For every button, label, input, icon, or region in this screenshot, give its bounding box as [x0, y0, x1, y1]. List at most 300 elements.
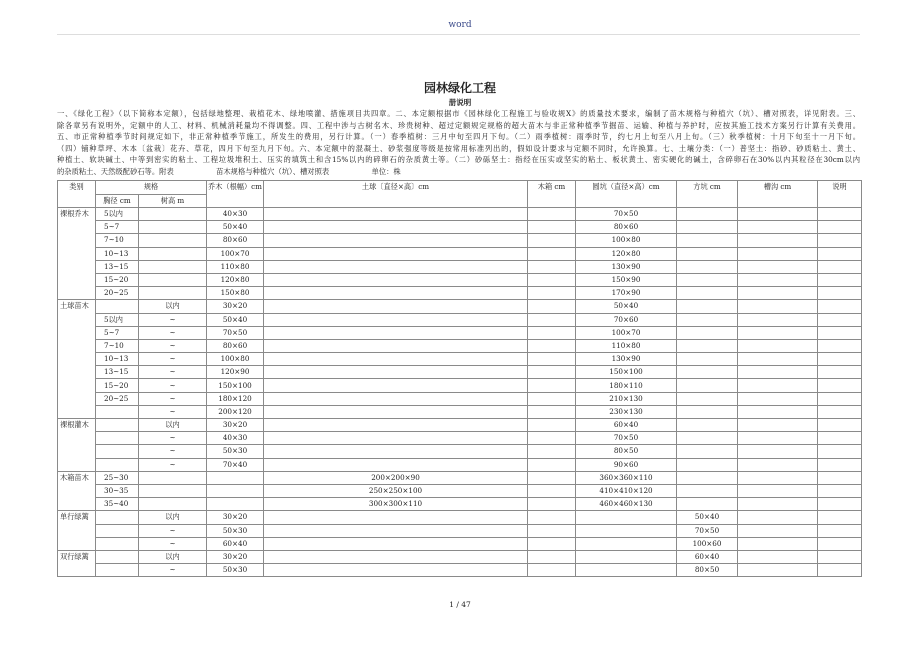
roundpit-cell: [576, 511, 677, 524]
soilball-cell: [264, 287, 528, 300]
trench-cell: [738, 405, 818, 418]
trench-cell: [738, 550, 818, 563]
squarepit-cell: [677, 471, 738, 484]
trench-cell: [738, 524, 818, 537]
woodbox-cell: [528, 550, 576, 563]
dbh-cell: [96, 419, 139, 432]
header-dbh: 胸径 cm: [96, 194, 139, 208]
height-cell: [139, 273, 207, 286]
squarepit-cell: [677, 273, 738, 286]
note-cell: [818, 445, 862, 458]
header-spec: 规格: [96, 181, 207, 195]
note-cell: [818, 524, 862, 537]
crown-cell: 70×50: [207, 326, 264, 339]
roundpit-cell: 60×40: [576, 419, 677, 432]
squarepit-cell: [677, 458, 738, 471]
height-cell: [139, 247, 207, 260]
height-cell: ~: [139, 445, 207, 458]
soilball-cell: [264, 432, 528, 445]
roundpit-cell: 100×70: [576, 326, 677, 339]
trench-cell: [738, 432, 818, 445]
roundpit-cell: 110×80: [576, 339, 677, 352]
category-cell: 木箱苗木: [58, 471, 96, 511]
woodbox-cell: [528, 313, 576, 326]
trench-cell: [738, 221, 818, 234]
height-cell: [139, 208, 207, 221]
document-subtitle: 册说明: [448, 98, 472, 107]
crown-cell: 70×40: [207, 458, 264, 471]
soilball-cell: [264, 208, 528, 221]
trench-cell: [738, 273, 818, 286]
trench-cell: [738, 419, 818, 432]
table-row: [58, 313, 862, 326]
crown-cell: 50×30: [207, 445, 264, 458]
height-cell: [139, 471, 207, 484]
crown-cell: [207, 484, 264, 497]
height-cell: ~: [139, 564, 207, 577]
roundpit-cell: 80×60: [576, 221, 677, 234]
table-unit: 单位：株: [371, 166, 401, 176]
soilball-cell: [264, 273, 528, 286]
squarepit-cell: [677, 247, 738, 260]
table-row: [58, 353, 862, 366]
dbh-cell: [96, 511, 139, 524]
crown-cell: 100×70: [207, 247, 264, 260]
squarepit-cell: 80×50: [677, 564, 738, 577]
roundpit-cell: 130×90: [576, 353, 677, 366]
note-cell: [818, 313, 862, 326]
squarepit-cell: [677, 353, 738, 366]
height-cell: 以内: [139, 419, 207, 432]
squarepit-cell: [677, 379, 738, 392]
paragraph-line: 种植土、软块碱土、中等到密实的粘土、工程垃圾堆积土、压实的填筑土和含15%以内的碎卵石的杂质黄土等。（二）砂砾坚土：指经在压实或坚实的粘土、板状黄土、密实硬化的碱土，含碎卵石在30%以内其粒径在30cm以内: [57, 155, 860, 165]
woodbox-cell: [528, 432, 576, 445]
dbh-cell: 20~25: [96, 392, 139, 405]
soilball-cell: [264, 537, 528, 550]
roundpit-cell: 70×50: [576, 432, 677, 445]
trench-cell: [738, 392, 818, 405]
woodbox-cell: [528, 498, 576, 511]
trench-cell: [738, 511, 818, 524]
trench-cell: [738, 366, 818, 379]
table-row: [58, 234, 862, 247]
table-row: [58, 247, 862, 260]
table-row: [58, 326, 862, 339]
dbh-cell: [96, 405, 139, 418]
trench-cell: [738, 458, 818, 471]
note-cell: [818, 471, 862, 484]
soilball-cell: [264, 511, 528, 524]
squarepit-cell: [677, 326, 738, 339]
dbh-cell: 25~30: [96, 471, 139, 484]
dbh-cell: [96, 445, 139, 458]
roundpit-cell: 150×100: [576, 366, 677, 379]
note-cell: [818, 300, 862, 313]
squarepit-cell: [677, 392, 738, 405]
paragraph-line: 一、《绿化工程》（以下简称本定额），包括绿地整理、栽植花木、绿地喷灌、措施项目共四章。二、本定额根据市《园林绿化工程施工与验收规X》的质量技术要求，编制了苗木规格与种植穴（坑）、槽对照表，详见附表。三、: [57, 109, 860, 118]
height-cell: ~: [139, 366, 207, 379]
dbh-cell: [96, 550, 139, 563]
roundpit-cell: 210×130: [576, 392, 677, 405]
table-row: [58, 273, 862, 286]
crown-cell: 80×60: [207, 339, 264, 352]
squarepit-cell: [677, 313, 738, 326]
table-row: [58, 511, 862, 524]
category-cell: 裸根灌木: [58, 419, 96, 472]
squarepit-cell: [677, 300, 738, 313]
crown-cell: 50×30: [207, 564, 264, 577]
soilball-cell: [264, 405, 528, 418]
crown-cell: 100×80: [207, 353, 264, 366]
roundpit-cell: 460×460×130: [576, 498, 677, 511]
table-row: [58, 537, 862, 550]
header-soilball: 土球〔直径×高〕cm: [264, 181, 528, 208]
table-row: [58, 392, 862, 405]
height-cell: ~: [139, 524, 207, 537]
table-row: [58, 208, 862, 221]
soilball-cell: [264, 300, 528, 313]
height-cell: ~: [139, 353, 207, 366]
crown-cell: 200×120: [207, 405, 264, 418]
header-word-label[interactable]: word: [448, 20, 472, 30]
dbh-cell: 5~7: [96, 221, 139, 234]
note-cell: [818, 432, 862, 445]
height-cell: ~: [139, 458, 207, 471]
woodbox-cell: [528, 524, 576, 537]
note-cell: [818, 537, 862, 550]
header-category: 类别: [58, 181, 96, 208]
crown-cell: 180×120: [207, 392, 264, 405]
dbh-cell: 15~20: [96, 273, 139, 286]
dbh-cell: 10~13: [96, 247, 139, 260]
crown-cell: [207, 471, 264, 484]
note-cell: [818, 564, 862, 577]
height-cell: 以内: [139, 511, 207, 524]
squarepit-cell: [677, 208, 738, 221]
crown-cell: 50×30: [207, 524, 264, 537]
note-cell: [818, 550, 862, 563]
note-cell: [818, 392, 862, 405]
category-cell: 双行绿篱: [58, 550, 96, 576]
note-cell: [818, 247, 862, 260]
header-squarepit: 方坑 cm: [677, 181, 738, 208]
crown-cell: 30×20: [207, 511, 264, 524]
dbh-cell: [96, 524, 139, 537]
dbh-cell: [96, 458, 139, 471]
roundpit-cell: 150×90: [576, 273, 677, 286]
table-row: [58, 366, 862, 379]
woodbox-cell: [528, 379, 576, 392]
table-caption: 苗木规格与种植穴（坑）、槽对照表: [216, 166, 330, 176]
height-cell: ~: [139, 432, 207, 445]
crown-cell: 110×80: [207, 260, 264, 273]
woodbox-cell: [528, 208, 576, 221]
woodbox-cell: [528, 458, 576, 471]
crown-cell: 30×20: [207, 419, 264, 432]
table-row: [58, 221, 862, 234]
table-row: [58, 339, 862, 352]
woodbox-cell: [528, 564, 576, 577]
woodbox-cell: [528, 484, 576, 497]
soilball-cell: [264, 313, 528, 326]
trench-cell: [738, 300, 818, 313]
squarepit-cell: [677, 260, 738, 273]
roundpit-cell: [576, 564, 677, 577]
table-row: [58, 498, 862, 511]
trench-cell: [738, 234, 818, 247]
dbh-cell: 13~15: [96, 366, 139, 379]
table-row: [58, 445, 862, 458]
header-trench: 槽沟 cm: [738, 181, 818, 208]
trench-cell: [738, 445, 818, 458]
squarepit-cell: [677, 484, 738, 497]
dbh-cell: [96, 564, 139, 577]
note-cell: [818, 353, 862, 366]
roundpit-cell: 230×130: [576, 405, 677, 418]
roundpit-cell: 180×110: [576, 379, 677, 392]
woodbox-cell: [528, 471, 576, 484]
woodbox-cell: [528, 273, 576, 286]
soilball-cell: [264, 379, 528, 392]
note-cell: [818, 287, 862, 300]
note-cell: [818, 458, 862, 471]
height-cell: 以内: [139, 300, 207, 313]
trench-cell: [738, 313, 818, 326]
dbh-cell: 15~20: [96, 379, 139, 392]
trench-cell: [738, 564, 818, 577]
woodbox-cell: [528, 537, 576, 550]
height-cell: ~: [139, 313, 207, 326]
table-row: [58, 379, 862, 392]
table-row: [58, 287, 862, 300]
trench-cell: [738, 260, 818, 273]
soilball-cell: [264, 234, 528, 247]
category-cell: 土球苗木: [58, 300, 96, 419]
soilball-cell: [264, 550, 528, 563]
note-cell: [818, 326, 862, 339]
height-cell: [139, 260, 207, 273]
squarepit-cell: [677, 221, 738, 234]
trench-cell: [738, 471, 818, 484]
woodbox-cell: [528, 339, 576, 352]
woodbox-cell: [528, 234, 576, 247]
roundpit-cell: 100×80: [576, 234, 677, 247]
squarepit-cell: [677, 498, 738, 511]
note-cell: [818, 419, 862, 432]
trench-cell: [738, 247, 818, 260]
table-row: [58, 471, 862, 484]
roundpit-cell: [576, 537, 677, 550]
note-cell: [818, 273, 862, 286]
planting-spec-table: [57, 180, 862, 577]
paragraph-line-last: [57, 166, 860, 178]
trench-cell: [738, 208, 818, 221]
header-roundpit: 圆坑（直径×高）cm: [576, 181, 677, 208]
crown-cell: 50×40: [207, 313, 264, 326]
roundpit-cell: [576, 550, 677, 563]
woodbox-cell: [528, 445, 576, 458]
page-number: 1 / 47: [449, 600, 471, 609]
table-row: [58, 405, 862, 418]
woodbox-cell: [528, 287, 576, 300]
crown-cell: 150×100: [207, 379, 264, 392]
dbh-cell: 5以内: [96, 313, 139, 326]
crown-cell: 30×20: [207, 300, 264, 313]
table-body: [58, 208, 862, 577]
note-cell: [818, 405, 862, 418]
trench-cell: [738, 339, 818, 352]
soilball-cell: 200×200×90: [264, 471, 528, 484]
trench-cell: [738, 537, 818, 550]
crown-cell: 60×40: [207, 537, 264, 550]
crown-cell: 40×30: [207, 208, 264, 221]
table-row: [58, 419, 862, 432]
crown-cell: 80×60: [207, 234, 264, 247]
squarepit-cell: [677, 419, 738, 432]
dbh-cell: 20~25: [96, 287, 139, 300]
roundpit-cell: 50×40: [576, 300, 677, 313]
dbh-cell: 5以内: [96, 208, 139, 221]
soilball-cell: 300×300×110: [264, 498, 528, 511]
height-cell: [139, 484, 207, 497]
trench-cell: [738, 498, 818, 511]
roundpit-cell: 120×80: [576, 247, 677, 260]
soilball-cell: [264, 458, 528, 471]
category-cell: 裸根乔木: [58, 208, 96, 300]
roundpit-cell: 170×90: [576, 287, 677, 300]
roundpit-cell: 130×90: [576, 260, 677, 273]
table-row: [58, 432, 862, 445]
soilball-cell: [264, 524, 528, 537]
height-cell: [139, 498, 207, 511]
squarepit-cell: 70×50: [677, 524, 738, 537]
woodbox-cell: [528, 353, 576, 366]
woodbox-cell: [528, 419, 576, 432]
height-cell: ~: [139, 537, 207, 550]
squarepit-cell: 50×40: [677, 511, 738, 524]
crown-cell: 120×90: [207, 366, 264, 379]
document-title: 园林绿化工程: [423, 81, 496, 95]
woodbox-cell: [528, 326, 576, 339]
height-cell: ~: [139, 339, 207, 352]
height-cell: ~: [139, 405, 207, 418]
category-cell: 单行绿篱: [58, 511, 96, 551]
note-cell: [818, 234, 862, 247]
note-cell: [818, 511, 862, 524]
roundpit-cell: 410×410×120: [576, 484, 677, 497]
dbh-cell: 10~13: [96, 353, 139, 366]
note-cell: [818, 260, 862, 273]
crown-cell: 30×20: [207, 550, 264, 563]
woodbox-cell: [528, 405, 576, 418]
table-row: [58, 300, 862, 313]
paragraph-line: 五、市正常种植季节时间规定如下，非正常种植季节施工，所发生的费用，另行计算。（一）春季植树：三月中旬至四月下旬。（二）雨季植树：雨季时节，约七月上旬至八月上旬。（三）秋季植树：十月下旬至十一月下旬。: [57, 132, 860, 142]
note-cell: [818, 221, 862, 234]
note-cell: [818, 379, 862, 392]
dbh-cell: [96, 300, 139, 313]
roundpit-cell: 70×50: [576, 208, 677, 221]
trench-cell: [738, 484, 818, 497]
squarepit-cell: [677, 405, 738, 418]
squarepit-cell: 100×60: [677, 537, 738, 550]
header-crown: 乔木（根幅）cm: [207, 181, 264, 208]
squarepit-cell: [677, 432, 738, 445]
soilball-cell: [264, 326, 528, 339]
squarepit-cell: [677, 287, 738, 300]
squarepit-cell: [677, 339, 738, 352]
header-note: 说明: [818, 181, 862, 208]
table-row: [58, 484, 862, 497]
note-cell: [818, 366, 862, 379]
crown-cell: 40×30: [207, 432, 264, 445]
header-woodbox: 木箱 cm: [528, 181, 576, 208]
soilball-cell: [264, 419, 528, 432]
height-cell: ~: [139, 392, 207, 405]
dbh-cell: 7~10: [96, 234, 139, 247]
height-cell: [139, 287, 207, 300]
paragraph-line: （四）铺种草坪、木本〔盆栽〕花卉、草花，四月下旬至九月下旬。六、本定额中的混凝土、砂浆强度等级是按常用标准列出的，假如设计要求与定额不同时，允许换算。七、土壤分类：（一）普坚土：指砂、砂质粘土、黄土、: [57, 143, 860, 153]
woodbox-cell: [528, 221, 576, 234]
soilball-cell: [264, 392, 528, 405]
description-paragraph: [57, 108, 860, 178]
trench-cell: [738, 326, 818, 339]
note-cell: [818, 498, 862, 511]
woodbox-cell: [528, 247, 576, 260]
roundpit-cell: [576, 524, 677, 537]
trench-cell: [738, 353, 818, 366]
woodbox-cell: [528, 260, 576, 273]
table-row: [58, 550, 862, 563]
woodbox-cell: [528, 366, 576, 379]
dbh-cell: [96, 537, 139, 550]
table-row: [58, 260, 862, 273]
table-row: [58, 524, 862, 537]
note-cell: [818, 339, 862, 352]
crown-cell: 150×80: [207, 287, 264, 300]
dbh-cell: 30~35: [96, 484, 139, 497]
header-height: 树高 m: [139, 194, 207, 208]
height-cell: [139, 234, 207, 247]
dbh-cell: 35~40: [96, 498, 139, 511]
soilball-cell: [264, 221, 528, 234]
trench-cell: [738, 287, 818, 300]
soilball-cell: [264, 445, 528, 458]
paragraph-end-text: 的杂质粘土、天然级配砂石等。附表: [57, 166, 174, 176]
soilball-cell: [264, 353, 528, 366]
table-row: [58, 458, 862, 471]
squarepit-cell: [677, 234, 738, 247]
woodbox-cell: [528, 511, 576, 524]
height-cell: [139, 221, 207, 234]
soilball-cell: [264, 247, 528, 260]
roundpit-cell: 80×50: [576, 445, 677, 458]
crown-cell: [207, 498, 264, 511]
dbh-cell: [96, 432, 139, 445]
soilball-cell: [264, 339, 528, 352]
dbh-cell: 13~15: [96, 260, 139, 273]
note-cell: [818, 484, 862, 497]
dbh-cell: 5~7: [96, 326, 139, 339]
height-cell: ~: [139, 379, 207, 392]
table-row: [58, 564, 862, 577]
note-cell: [818, 208, 862, 221]
woodbox-cell: [528, 300, 576, 313]
crown-cell: 50×40: [207, 221, 264, 234]
squarepit-cell: 60×40: [677, 550, 738, 563]
height-cell: ~: [139, 326, 207, 339]
roundpit-cell: 70×60: [576, 313, 677, 326]
roundpit-cell: 90×60: [576, 458, 677, 471]
